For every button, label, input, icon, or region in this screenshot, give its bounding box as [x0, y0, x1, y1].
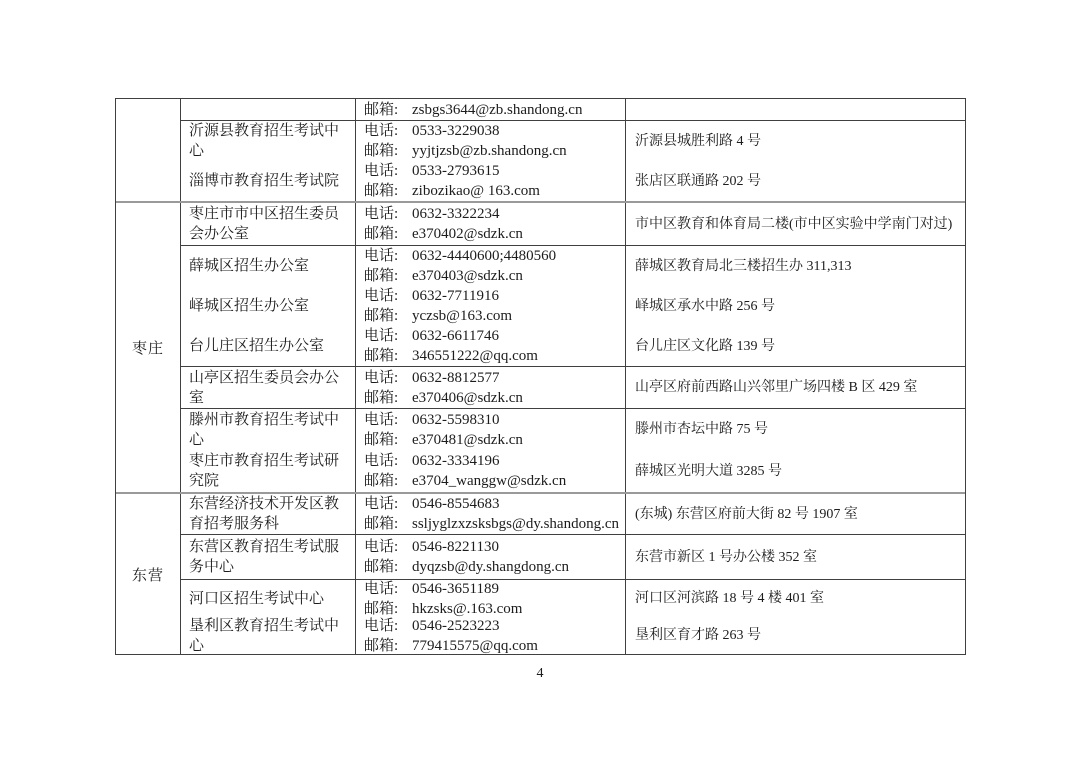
- phone-label: 电话:: [364, 163, 399, 179]
- org-name: 垦利区教育招生考试中心: [189, 617, 340, 654]
- table-row: [181, 580, 965, 617]
- row-group: [181, 494, 965, 535]
- table-row: [181, 121, 965, 161]
- phone-label: 电话:: [364, 288, 399, 304]
- phone-value: 0546-8554683: [412, 496, 500, 512]
- address-text: 河口区河滨路 18 号 4 楼 401 室: [635, 591, 824, 606]
- contact-cell: [356, 161, 626, 201]
- phone-line: [364, 121, 621, 141]
- email-value: yczsb@163.com: [412, 308, 513, 324]
- address-cell: [626, 246, 965, 286]
- phone-value: 0632-6611746: [412, 328, 499, 344]
- address-text: 薛城区教育局北三楼招生办 311,313: [635, 258, 852, 274]
- address-cell: [626, 580, 965, 617]
- address-cell: [626, 203, 965, 245]
- address-cell: [626, 326, 965, 366]
- contacts-table: [115, 98, 966, 655]
- email-value: zsbgs3644@zb.shandong.cn: [412, 101, 583, 118]
- address-text: 沂源县城胜利路 4 号: [635, 133, 761, 149]
- phone-label: 电话:: [364, 617, 399, 634]
- phone-label: 电话:: [364, 123, 399, 139]
- address-text: 峄城区承水中路 256 号: [635, 298, 775, 314]
- table-row: [181, 161, 965, 201]
- org-name: 河口区招生考试中心: [189, 590, 325, 607]
- phone-label: 电话:: [364, 411, 399, 428]
- phone-line: [364, 161, 621, 181]
- email-value: 346551222@qq.com: [412, 348, 538, 364]
- org-cell: [181, 535, 356, 579]
- table-row: [181, 494, 965, 534]
- phone-value: 0533-3229038: [412, 123, 500, 139]
- contact-cell: [356, 99, 626, 120]
- table-row: [181, 617, 965, 654]
- phone-label: 电话:: [364, 369, 399, 386]
- contact-cell: [356, 326, 626, 366]
- address-cell: [626, 494, 965, 534]
- email-value: e3704_wanggw@sdzk.cn: [412, 473, 567, 489]
- email-line: [364, 306, 621, 326]
- org-cell: [181, 580, 356, 617]
- address-text: 张店区联通路 202 号: [635, 173, 761, 189]
- org-cell: [181, 617, 356, 654]
- section-continued: [116, 99, 965, 203]
- address-cell: [626, 535, 965, 579]
- org-name: 台儿庄区招生办公室: [189, 338, 325, 354]
- phone-label: 电话:: [364, 248, 399, 264]
- city-cell: [116, 99, 181, 201]
- org-name: 滕州市教育招生考试中心: [189, 411, 340, 448]
- org-cell: [181, 450, 356, 492]
- row-group: [181, 121, 965, 201]
- table-row: [181, 535, 965, 579]
- org-name: 枣庄市教育招生考试研究院: [189, 453, 340, 489]
- phone-line: [364, 537, 621, 557]
- phone-label: 电话:: [364, 206, 399, 222]
- email-line: [364, 557, 621, 577]
- email-line: [364, 388, 621, 408]
- org-cell: [181, 326, 356, 366]
- row-group: [181, 367, 965, 409]
- page-number: 4: [536, 666, 544, 681]
- section-content: [181, 494, 965, 654]
- email-label: 邮箱:: [364, 600, 399, 617]
- email-label: 邮箱:: [364, 226, 399, 242]
- phone-line: [364, 326, 621, 346]
- email-label: 邮箱:: [364, 348, 399, 364]
- contact-cell: [356, 494, 626, 534]
- email-value: 779415575@qq.com: [412, 637, 538, 654]
- phone-value: 0632-8812577: [412, 369, 500, 386]
- email-value: hkzsks@.163.com: [412, 600, 523, 617]
- contact-cell: [356, 367, 626, 408]
- org-name: 沂源县教育招生考试中心: [189, 123, 340, 159]
- table-row: [181, 450, 965, 492]
- email-label: 邮箱:: [364, 101, 399, 118]
- address-text: 山亭区府前西路山兴邻里广场四楼 B 区 429 室: [635, 380, 918, 395]
- email-value: ssljyglzxzsksbgs@dy.shandong.cn: [412, 516, 619, 532]
- address-text: 东营市新区 1 号办公楼 352 室: [635, 549, 817, 565]
- phone-value: 0533-2793615: [412, 163, 500, 179]
- section-content: [181, 203, 965, 492]
- phone-label: 电话:: [364, 328, 399, 344]
- phone-line: [364, 286, 621, 306]
- email-line: [364, 514, 621, 534]
- address-text: (东城) 东营区府前大街 82 号 1907 室: [635, 506, 858, 522]
- section-content: [181, 99, 965, 201]
- row-group: [181, 99, 965, 121]
- address-cell: [626, 99, 965, 120]
- org-name: 峄城区招生办公室: [189, 298, 310, 314]
- section-zaozhuang: [116, 203, 965, 494]
- email-line: [364, 430, 621, 450]
- org-name: 枣庄市市中区招生委员会办公室: [189, 206, 340, 242]
- org-cell: [181, 409, 356, 450]
- phone-label: 电话:: [364, 539, 399, 555]
- city-cell: [116, 494, 181, 654]
- org-name: 东营区教育招生考试服务中心: [189, 539, 340, 575]
- row-group: [181, 535, 965, 580]
- table-row: [181, 99, 965, 120]
- email-label: 邮箱:: [364, 559, 399, 575]
- contact-cell: [356, 450, 626, 492]
- email-line: [364, 266, 621, 286]
- phone-value: 0632-3334196: [412, 453, 500, 469]
- email-value: zibozikao@ 163.com: [412, 183, 540, 199]
- org-cell: [181, 161, 356, 201]
- email-label: 邮箱:: [364, 389, 399, 406]
- contact-cell: [356, 121, 626, 161]
- email-line: [364, 224, 621, 244]
- org-name: 东营经济技术开发区教育招考服务科: [189, 496, 340, 532]
- city-label: 枣庄: [131, 341, 164, 357]
- address-cell: [626, 617, 965, 654]
- email-line: [364, 181, 621, 201]
- row-group: [181, 409, 965, 492]
- email-value: e370406@sdzk.cn: [412, 389, 523, 406]
- phone-label: 电话:: [364, 580, 399, 597]
- email-label: 邮箱:: [364, 473, 399, 489]
- phone-line: [364, 616, 621, 636]
- phone-value: 0632-5598310: [412, 411, 500, 428]
- city-cell: [116, 203, 181, 492]
- address-cell: [626, 286, 965, 326]
- table-row: [181, 286, 965, 326]
- email-label: 邮箱:: [364, 431, 399, 448]
- phone-line: [364, 204, 621, 224]
- phone-value: 0632-3322234: [412, 206, 500, 222]
- row-group: [181, 580, 965, 654]
- org-cell: [181, 99, 356, 120]
- address-cell: [626, 409, 965, 450]
- org-cell: [181, 246, 356, 286]
- email-value: e370402@sdzk.cn: [412, 226, 523, 242]
- email-label: 邮箱:: [364, 308, 399, 324]
- phone-line: [364, 451, 621, 471]
- contact-cell: [356, 409, 626, 450]
- email-line: [364, 346, 621, 366]
- org-cell: [181, 203, 356, 245]
- org-cell: [181, 367, 356, 408]
- address-cell: [626, 367, 965, 408]
- email-label: 邮箱:: [364, 183, 399, 199]
- phone-label: 电话:: [364, 496, 399, 512]
- org-name: 山亭区招生委员会办公室: [189, 369, 340, 406]
- contact-cell: [356, 286, 626, 326]
- email-value: yyjtjzsb@zb.shandong.cn: [412, 143, 567, 159]
- address-text: 市中区教育和体育局二楼(市中区实验中学南门对过): [635, 216, 953, 232]
- row-group: [181, 203, 965, 246]
- org-cell: [181, 286, 356, 326]
- address-text: 滕州市杏坛中路 75 号: [635, 422, 768, 437]
- org-cell: [181, 494, 356, 534]
- table-row: [181, 409, 965, 450]
- email-line: [364, 471, 621, 491]
- phone-value: 0632-4440600;4480560: [412, 248, 557, 264]
- phone-line: [364, 579, 621, 599]
- row-group: [181, 246, 965, 367]
- contact-cell: [356, 535, 626, 579]
- address-cell: [626, 450, 965, 492]
- org-cell: [181, 121, 356, 161]
- org-name: 淄博市教育招生考试院: [189, 173, 340, 189]
- address-cell: [626, 161, 965, 201]
- email-label: 邮箱:: [364, 268, 399, 284]
- org-name: 薛城区招生办公室: [189, 258, 310, 274]
- email-value: e370403@sdzk.cn: [412, 268, 523, 284]
- contact-cell: [356, 580, 626, 617]
- email-label: 邮箱:: [364, 143, 399, 159]
- phone-line: [364, 410, 621, 430]
- table-row: [181, 367, 965, 408]
- table-row: [181, 246, 965, 286]
- email-line: [364, 636, 621, 656]
- phone-line: [364, 246, 621, 266]
- city-label: 东营: [131, 567, 164, 584]
- contact-cell: [356, 203, 626, 245]
- email-label: 邮箱:: [364, 516, 399, 532]
- address-text: 台儿庄区文化路 139 号: [635, 338, 775, 354]
- table-row: [181, 326, 965, 366]
- phone-value: 0546-3651189: [412, 580, 499, 597]
- address-cell: [626, 121, 965, 161]
- phone-label: 电话:: [364, 453, 399, 469]
- address-text: 垦利区育才路 263 号: [635, 628, 761, 643]
- phone-line: [364, 494, 621, 514]
- phone-line: [364, 368, 621, 388]
- address-text: 薛城区光明大道 3285 号: [635, 463, 782, 479]
- email-label: 邮箱:: [364, 637, 399, 654]
- contact-cell: [356, 617, 626, 654]
- phone-value: 0546-8221130: [412, 539, 499, 555]
- phone-value: 0546-2523223: [412, 617, 500, 634]
- email-line: [364, 141, 621, 161]
- email-value: e370481@sdzk.cn: [412, 431, 523, 448]
- email-value: dyqzsb@dy.shangdong.cn: [412, 559, 569, 575]
- contact-cell: [356, 246, 626, 286]
- table-row: [181, 203, 965, 245]
- section-dongying: [116, 494, 965, 654]
- email-line: [364, 100, 621, 120]
- phone-value: 0632-7711916: [412, 288, 499, 304]
